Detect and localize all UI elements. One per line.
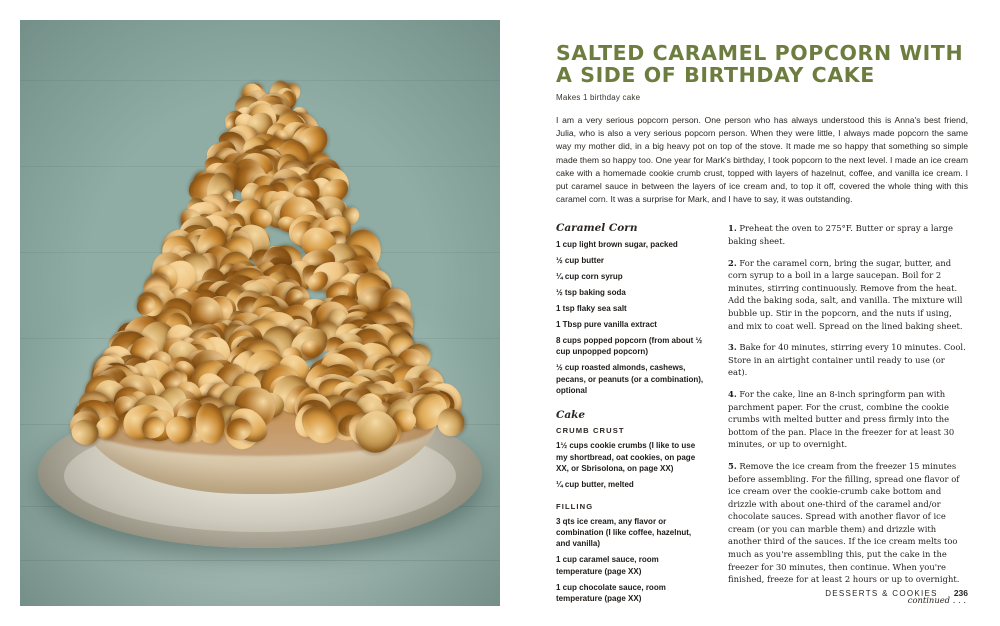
list-item: 1 cup light brown sugar, packed [556,240,678,250]
list-item: ½ tsp baking soda [556,288,626,298]
step-text: For the cake, line an 8-inch springform pan with parchment paper. For the crust, combine the cookie crumbs with melted butter and press firmly into the bottom of the pan. Place in the freezer for at least 30 minutes, or up to overnight. [728,388,955,450]
list-item: 1 cup chocolate sauce, room temperature (page XX) [556,582,666,603]
page-footer [556,588,968,598]
step-text: Bake for 40 minutes, stirring every 10 minutes. Cool. Store in an airtight container until ready to use (or eat). [728,342,966,378]
recipe-body [556,222,968,608]
ingredients-column [556,222,706,608]
page-number: 236 [953,588,968,598]
recipe-yield: Makes 1 birthday cake [556,93,641,102]
list-item: 1 cup caramel sauce, room temperature (page XX) [556,555,659,576]
method-step [728,341,966,379]
recipe-title: SALTED CARAMEL POPCORN WITH A SIDE OF BIRTHDAY CAKE [556,41,964,87]
list-item: ½ cup butter [556,256,605,266]
step-number: 4. [728,388,737,399]
method-step [728,257,966,333]
step-text: For the caramel corn, bring the sugar, butter, and corn syrup to a boil in a large saucepan. Boil for 2 minutes, stirring continuously. Remove from the heat. Add the baking soda, salt, and vanilla. The mixture will bubble up. Stir in the popcorn, and the nuts if using, and mix to coat well. Spread on the lined baking sheet. [728,257,963,331]
method-step [728,222,966,247]
step-text: Remove the ice cream from the freezer 15 minutes before assembling. For the filling, spread one flavor of ice cream over the cookie-crumb cake bottom and drizzle with about one-third of the caramel and/or chocolate sauces. Spread with another flavor of ice cream (or you can marble them) and drizzle with another third of the sauces. If the ice cream melts too much as you're assembling this, put the cake in the freezer for 30 minutes, then continue. When you're finished, freeze for at least 2 hours or up to overnight. [728,460,960,585]
caramel-corn-heading: Caramel Corn [556,222,638,235]
list-item: 8 cups popped popcorn (from about ½ cup unpopped popcorn) [556,335,703,357]
step-text: Preheat the oven to 275°F. Butter or spray a large baking sheet. [728,223,953,247]
crumb-crust-ingredient-list [556,440,706,490]
method-step [728,388,966,451]
recipe-headnote: I am a very serious popcorn person. One person who has always understood this is Anna's best friend, Julia, who is also a very serious popcorn person. When they were little, I always made popcorn the same way my mother did, in a big heavy pot on top of the stove. It made me so happy that something so simple made them so happy too. One year for Mark's birthday, I took popcorn to the next level. I made an ice cream cake with a homemade cookie crumb crust, topped with layers of hazelnut, coffee, and vanilla ice cream. I put caramel sauce in between the layers of ice cream and, to top it off, covered the whole thing with this caramel corn. It was a surprise for Mark, and I have to say, it was outstanding. [556,115,968,205]
continued-note: continued . . . [907,594,966,605]
running-head: DESSERTS & COOKIES [825,589,938,598]
list-item: ½ cup roasted almonds, cashews, pecans, or peanuts (or a combination), optional [556,363,704,395]
list-item: ¼ cup corn syrup [556,272,623,282]
step-number: 1. [728,223,737,234]
list-item: ¼ cup butter, melted [556,480,634,490]
recipe-photo [20,20,500,606]
list-item: 1 Tbsp pure vanilla extract [556,319,657,329]
filling-subheading: FILLING [556,501,594,511]
crumb-crust-subheading: CRUMB CRUST [556,426,625,436]
method-step [728,460,966,586]
list-item: 1 tsp flaky sea salt [556,304,627,314]
step-number: 2. [728,257,737,268]
caramel-corn-ingredient-list [556,239,706,396]
step-number: 5. [728,460,737,471]
cake-heading: Cake [556,409,586,422]
method-column [728,222,966,608]
step-number: 3. [728,342,737,353]
list-item: 1½ cups cookie crumbs (I like to use my shortbread, oat cookies, on page XX, or Sbrisolona, on page XX) [556,441,696,474]
method-step-list [728,222,966,585]
list-item: 3 qts ice cream, any flavor or combination (I like coffee, hazelnut, and vanilla) [556,516,692,549]
